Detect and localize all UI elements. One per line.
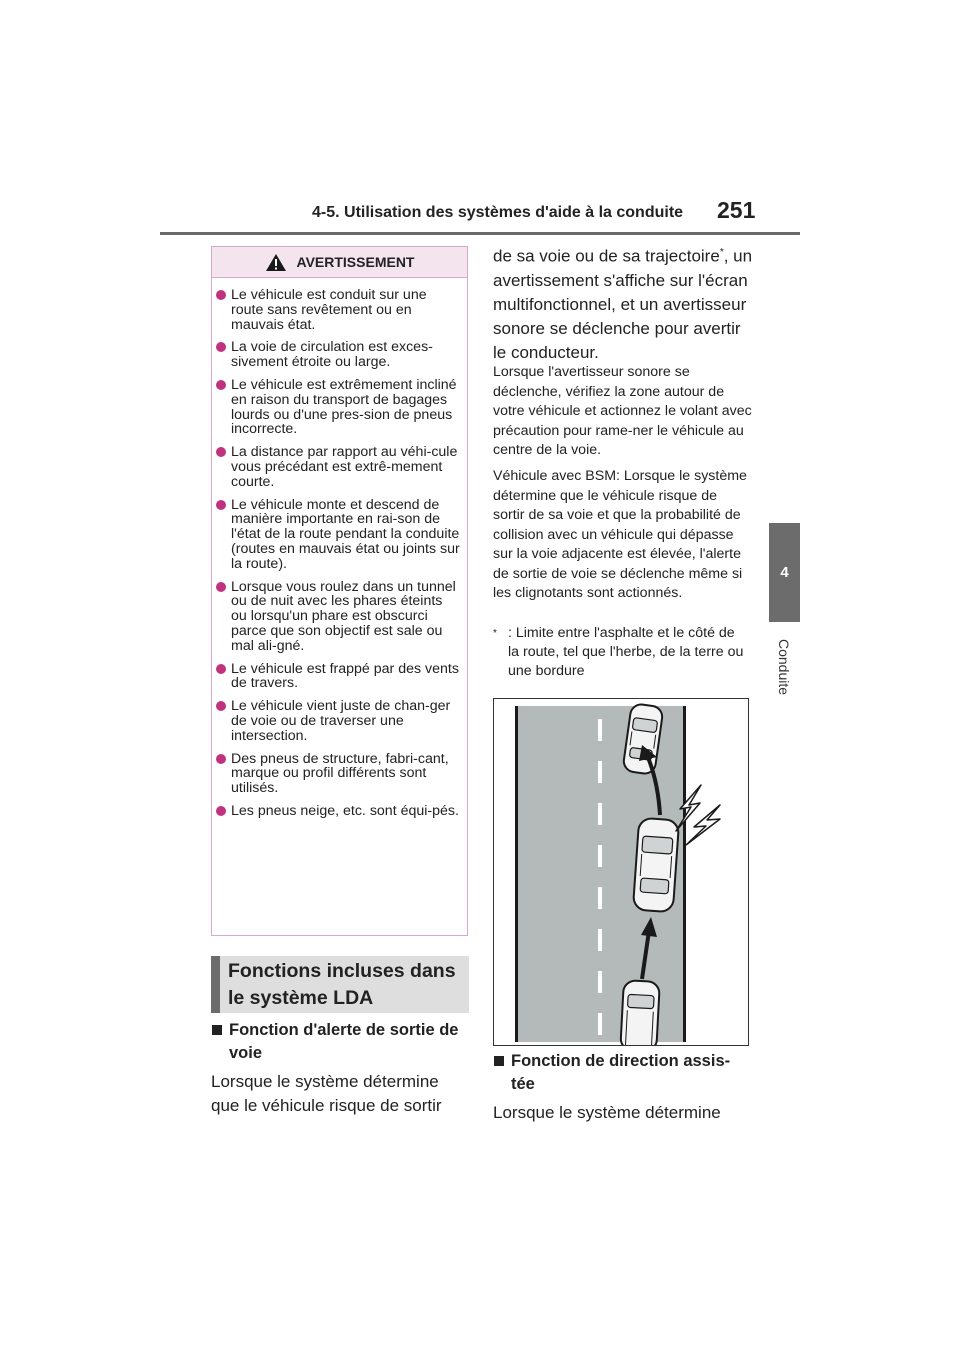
chapter-section-title: 4-5. Utilisation des systèmes d'aide à la conduite [312,204,684,221]
footnote-marker: * [493,628,497,639]
footnote-marker: * [719,247,724,258]
car-top-icon [633,818,679,913]
footnote [493,624,749,681]
lane-departure-heading-text: Fonction d'alerte de sortie de voie [229,1021,459,1062]
page-number: 251 [717,197,756,223]
list-item-text: Les pneus neige, etc. sont équi-pés. [231,802,459,819]
bullet-icon [216,754,226,764]
list-item-text: Lorsque vous roulez dans un tunnel ou de nuit avec les phares éteints ou lorsqu'un phare est obscurci parce que son objectif est sale ou mal ali-gné. [231,578,456,654]
list-item [216,378,461,437]
warning-header [212,247,467,278]
list-item-text: Le véhicule vient juste de chan-ger de voie ou de traverser une intersection. [231,698,451,744]
bullet-icon [216,500,226,510]
warning-list [212,278,467,819]
warning-triangle-icon [265,253,287,272]
lane-departure-note-1: Lorsque l'avertisseur sonore se déclenche, vérifiez la zone autour de votre véhicule et actionnez le volant avec précaution pour rame-ner le véhicule au centre de la voie. [493,364,752,458]
list-item [216,699,461,743]
bullet-icon [216,582,226,592]
bullet-icon [216,290,226,300]
road-diagram [494,699,748,1045]
list-item-text: Le véhicule est frappé par des vents de travers. [231,660,459,692]
footnote-text: : Limite entre l'asphalte et le côté de la route, tel que l'herbe, de la terre ou une bordure [508,625,744,679]
list-item-text: Le véhicule est extrêmement incliné en raison du transport de bagages lourds ou d'une pres-sion de pneus incorrecte. [231,376,457,438]
list-item [216,445,461,489]
steering-assist-heading-text: Fonction de direction assis-tée [511,1052,731,1093]
list-item [216,662,461,692]
list-item [216,288,461,332]
list-item-text: Le véhicule est conduit sur une route sans revêtement ou en mauvais état. [231,287,427,333]
square-bullet-icon [494,1056,504,1066]
list-item-text: Le véhicule monte et descend de manière importante en rai-son de l'état de la route pendant la conduite (routes en mauvais état ou joints sur la route). [231,496,460,572]
lane-departure-text: Lorsque le système détermine que le véhicule risque de sortir [211,1072,442,1115]
lane-departure-note-2: Véhicule avec BSM: Lorsque le système détermine que le véhicule risque de sortir de sa voie et que la probabilité de collision avec un véhicule qui dépasse sur la voie adjacente est élevée, l'alerte de sortie de voie se déclenche même si les clignotants sont actionnés. [493,468,747,601]
car-top-icon [620,980,660,1045]
text-fragment: , un avertissement s'affiche sur l'écran multifonctionnel, et un avertisseur sonore se déclenche pour avertir le conducteur. [493,246,753,362]
bullet-icon [216,806,226,816]
list-item [216,340,461,370]
list-item [216,752,461,796]
list-item [216,580,461,654]
header-rule [160,232,800,235]
bullet-icon [216,701,226,711]
bullet-icon [216,447,226,457]
list-item-text: La voie de circulation est exces-sivement étroite ou large. [231,339,433,371]
steering-assist-text: Lorsque le système détermine [493,1103,721,1122]
chapter-tab-label-text: Conduite [776,638,793,696]
chapter-tab-label [772,622,796,712]
left-road-edge [515,706,518,1042]
lane-departure-illustration [493,698,749,1046]
footnote-label [493,624,508,681]
lane-departure-text-cont [493,241,755,365]
warning-box [211,246,468,936]
list-item [216,804,461,819]
bullet-icon [216,380,226,390]
text-fragment: de sa voie ou de sa trajectoire [493,246,720,266]
list-item-text: Des pneus de structure, fabri-cant, marque ou profil différents sont utilisés. [231,750,449,797]
list-item-text: La distance par rapport au véhi-cule vous précédant est extrê-mement courte. [231,444,458,490]
warning-title: AVERTISSEMENT [296,254,415,270]
chapter-tab: 4 [769,523,800,622]
section-heading: Fonctions incluses dans le système LDA [211,956,469,1013]
steering-assist-heading [511,1050,751,1096]
bullet-icon [216,342,226,352]
bullet-icon [216,664,226,674]
lane-departure-heading [229,1019,469,1065]
square-bullet-icon [212,1025,222,1035]
list-item [216,498,461,572]
right-road-edge [683,706,686,1042]
